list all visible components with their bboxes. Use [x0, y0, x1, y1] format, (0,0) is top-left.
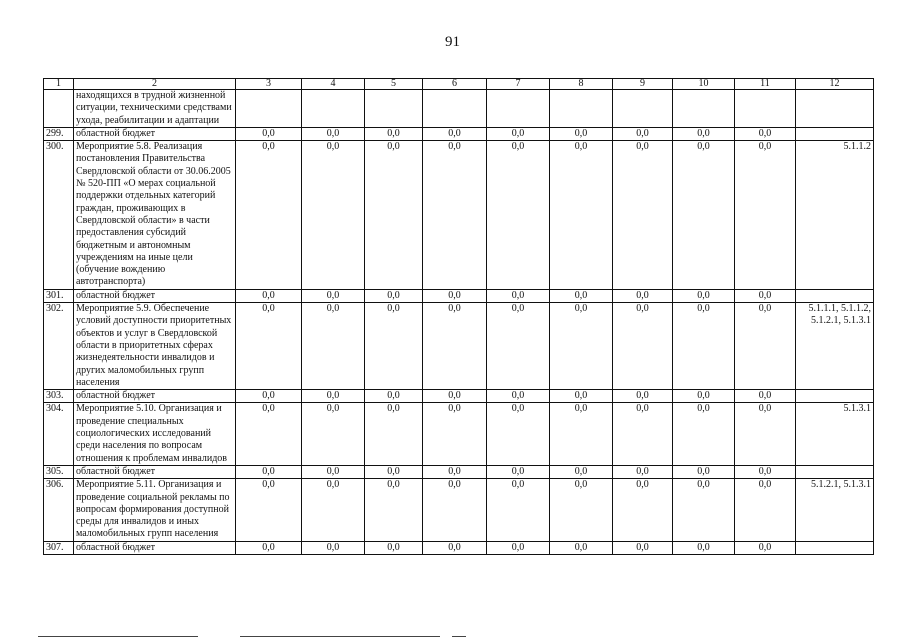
value-cell: 0,0	[673, 479, 735, 541]
value-cell: 0,0	[673, 541, 735, 554]
row-number-cell: 304.	[44, 403, 74, 465]
value-cell: 0,0	[613, 141, 673, 290]
table-row	[44, 90, 874, 128]
value-cell: 0,0	[487, 289, 550, 302]
value-cell: 0,0	[423, 390, 487, 403]
value-cell: 0,0	[236, 303, 302, 390]
table-row	[44, 303, 874, 390]
table-header-row	[44, 79, 874, 90]
value-cell: 0,0	[613, 403, 673, 465]
description-cell: Мероприятие 5.8. Реализация постановления Правительства Свердловской области от 30.06.2005 № 520-ПП «О мерах социальной поддержки отдельных категорий граждан, проживающих в Свердловской области» в части предоставления субсидий бюджетным и автономным учреждениям на иные цели (обучение вождению автотранспорта)	[74, 141, 236, 290]
value-cell: 0,0	[673, 127, 735, 140]
value-cell: 0,0	[423, 141, 487, 290]
reference-cell	[796, 390, 874, 403]
table-row	[44, 127, 874, 140]
value-cell: 0,0	[487, 303, 550, 390]
value-cell: 0,0	[735, 141, 796, 290]
value-cell: 0,0	[302, 289, 365, 302]
column-header: 11	[735, 79, 796, 90]
value-cell: 0,0	[550, 541, 613, 554]
reference-cell	[796, 465, 874, 478]
table-row	[44, 479, 874, 541]
value-cell	[423, 90, 487, 128]
value-cell: 0,0	[236, 141, 302, 290]
column-header: 6	[423, 79, 487, 90]
value-cell	[613, 90, 673, 128]
value-cell: 0,0	[423, 303, 487, 390]
description-cell: областной бюджет	[74, 289, 236, 302]
value-cell: 0,0	[302, 141, 365, 290]
value-cell: 0,0	[236, 479, 302, 541]
row-number-cell: 306.	[44, 479, 74, 541]
reference-cell	[796, 127, 874, 140]
value-cell: 0,0	[735, 303, 796, 390]
column-header: 1	[44, 79, 74, 90]
column-header: 9	[613, 79, 673, 90]
value-cell: 0,0	[673, 289, 735, 302]
reference-cell: 5.1.1.1, 5.1.1.2, 5.1.2.1, 5.1.3.1	[796, 303, 874, 390]
value-cell: 0,0	[673, 141, 735, 290]
budget-table	[43, 78, 874, 555]
value-cell	[236, 90, 302, 128]
value-cell: 0,0	[365, 289, 423, 302]
description-cell: областной бюджет	[74, 390, 236, 403]
column-header: 10	[673, 79, 735, 90]
table-row	[44, 141, 874, 290]
value-cell: 0,0	[613, 303, 673, 390]
value-cell: 0,0	[487, 390, 550, 403]
reference-cell: 5.1.2.1, 5.1.3.1	[796, 479, 874, 541]
table-row	[44, 403, 874, 465]
value-cell: 0,0	[236, 465, 302, 478]
column-header: 7	[487, 79, 550, 90]
row-number-cell: 301.	[44, 289, 74, 302]
value-cell: 0,0	[735, 289, 796, 302]
value-cell: 0,0	[302, 465, 365, 478]
value-cell: 0,0	[735, 479, 796, 541]
value-cell: 0,0	[302, 303, 365, 390]
value-cell: 0,0	[613, 465, 673, 478]
value-cell: 0,0	[613, 289, 673, 302]
value-cell: 0,0	[236, 541, 302, 554]
description-cell: находящихся в трудной жизненной ситуации, техническими средствами ухода, реабилитации и адаптации	[74, 90, 236, 128]
value-cell: 0,0	[550, 127, 613, 140]
value-cell	[735, 90, 796, 128]
value-cell: 0,0	[550, 303, 613, 390]
value-cell: 0,0	[365, 127, 423, 140]
row-number-cell: 307.	[44, 541, 74, 554]
table-row	[44, 465, 874, 478]
value-cell: 0,0	[550, 465, 613, 478]
footer-rule-small	[452, 636, 466, 637]
column-header: 3	[236, 79, 302, 90]
value-cell: 0,0	[302, 541, 365, 554]
value-cell	[365, 90, 423, 128]
value-cell: 0,0	[365, 465, 423, 478]
value-cell: 0,0	[236, 127, 302, 140]
value-cell: 0,0	[735, 403, 796, 465]
value-cell: 0,0	[487, 127, 550, 140]
value-cell: 0,0	[365, 390, 423, 403]
value-cell: 0,0	[365, 479, 423, 541]
value-cell: 0,0	[302, 127, 365, 140]
value-cell: 0,0	[613, 127, 673, 140]
value-cell: 0,0	[365, 303, 423, 390]
value-cell: 0,0	[423, 465, 487, 478]
row-number-cell: 302.	[44, 303, 74, 390]
value-cell: 0,0	[550, 141, 613, 290]
value-cell: 0,0	[236, 289, 302, 302]
value-cell: 0,0	[365, 541, 423, 554]
value-cell: 0,0	[613, 479, 673, 541]
column-header: 8	[550, 79, 613, 90]
value-cell: 0,0	[735, 127, 796, 140]
value-cell	[550, 90, 613, 128]
row-number-cell: 299.	[44, 127, 74, 140]
description-cell: областной бюджет	[74, 541, 236, 554]
value-cell: 0,0	[302, 403, 365, 465]
value-cell: 0,0	[487, 479, 550, 541]
value-cell: 0,0	[423, 403, 487, 465]
footer-rule-left	[38, 636, 198, 637]
column-header: 12	[796, 79, 874, 90]
value-cell: 0,0	[487, 403, 550, 465]
value-cell: 0,0	[673, 465, 735, 478]
value-cell: 0,0	[365, 403, 423, 465]
value-cell: 0,0	[550, 289, 613, 302]
value-cell: 0,0	[550, 390, 613, 403]
value-cell: 0,0	[423, 479, 487, 541]
footer-rule-center	[240, 636, 440, 637]
value-cell: 0,0	[487, 141, 550, 290]
value-cell: 0,0	[302, 390, 365, 403]
page-number: 91	[445, 34, 460, 50]
column-header: 2	[74, 79, 236, 90]
value-cell: 0,0	[673, 303, 735, 390]
value-cell: 0,0	[302, 479, 365, 541]
value-cell: 0,0	[550, 403, 613, 465]
value-cell: 0,0	[236, 390, 302, 403]
value-cell: 0,0	[423, 541, 487, 554]
reference-cell	[796, 90, 874, 128]
column-header: 4	[302, 79, 365, 90]
row-number-cell: 300.	[44, 141, 74, 290]
row-number-cell	[44, 90, 74, 128]
description-cell: Мероприятие 5.11. Организация и проведение социальной рекламы по вопросам формирования доступной среды для инвалидов и иных маломобильных групп населения	[74, 479, 236, 541]
table-row	[44, 289, 874, 302]
description-cell: областной бюджет	[74, 127, 236, 140]
value-cell: 0,0	[423, 289, 487, 302]
value-cell: 0,0	[735, 390, 796, 403]
reference-cell	[796, 289, 874, 302]
value-cell: 0,0	[365, 141, 423, 290]
table-row	[44, 390, 874, 403]
value-cell: 0,0	[735, 465, 796, 478]
value-cell: 0,0	[613, 390, 673, 403]
value-cell	[673, 90, 735, 128]
value-cell: 0,0	[550, 479, 613, 541]
table-body	[44, 79, 874, 555]
row-number-cell: 305.	[44, 465, 74, 478]
value-cell: 0,0	[487, 465, 550, 478]
description-cell: областной бюджет	[74, 465, 236, 478]
reference-cell	[796, 541, 874, 554]
reference-cell: 5.1.3.1	[796, 403, 874, 465]
value-cell: 0,0	[735, 541, 796, 554]
reference-cell: 5.1.1.2	[796, 141, 874, 290]
value-cell: 0,0	[673, 403, 735, 465]
value-cell: 0,0	[613, 541, 673, 554]
value-cell: 0,0	[236, 403, 302, 465]
row-number-cell: 303.	[44, 390, 74, 403]
value-cell: 0,0	[423, 127, 487, 140]
description-cell: Мероприятие 5.10. Организация и проведение специальных социологических исследований среди населения по вопросам отношения к проблемам инвалидов	[74, 403, 236, 465]
value-cell: 0,0	[487, 541, 550, 554]
description-cell: Мероприятие 5.9. Обеспечение условий доступности приоритетных объектов и услуг в Свердловской области в приоритетных сферах жизнедеятельности инвалидов и других маломобильных групп населения	[74, 303, 236, 390]
value-cell	[302, 90, 365, 128]
value-cell: 0,0	[673, 390, 735, 403]
column-header: 5	[365, 79, 423, 90]
value-cell	[487, 90, 550, 128]
table-row	[44, 541, 874, 554]
